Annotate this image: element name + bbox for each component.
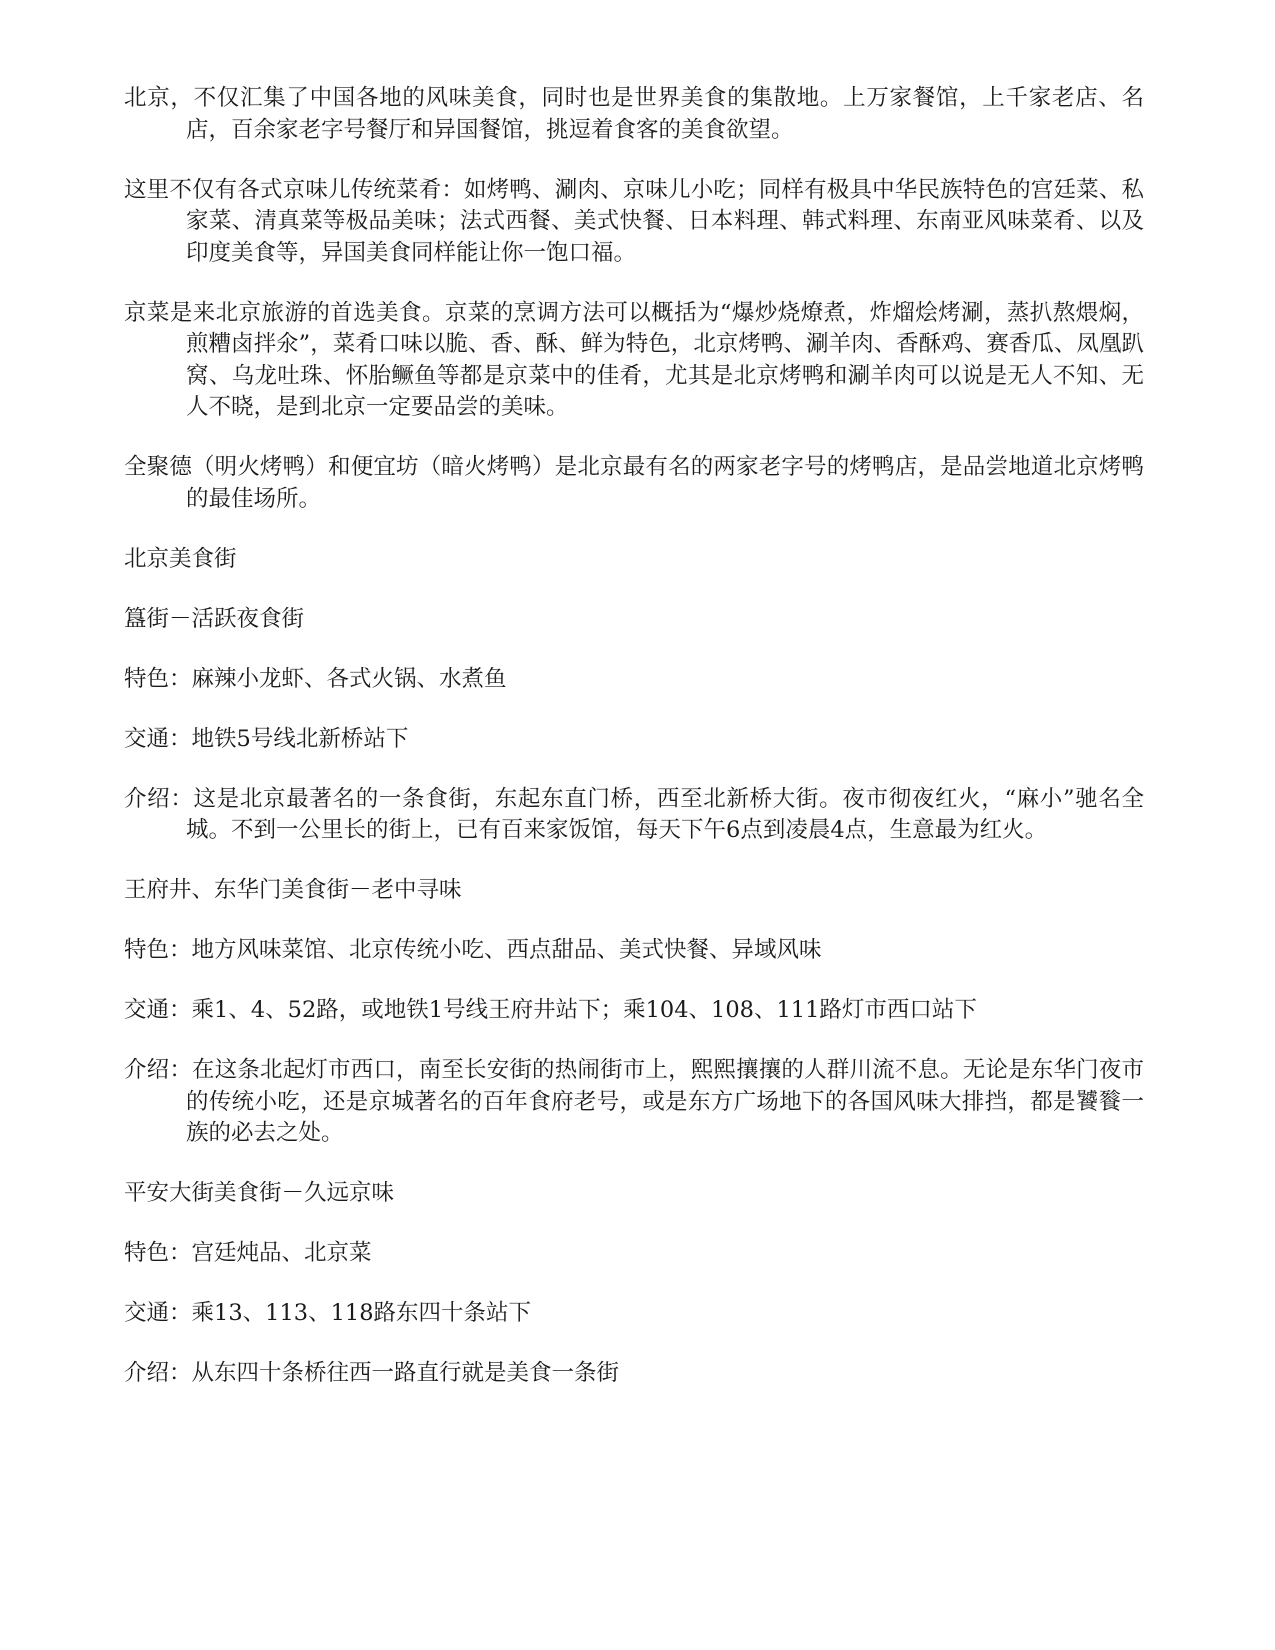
wangfujing-heading: 王府井、东华门美食街－老中寻味	[124, 877, 462, 903]
wangfujing-features: 特色：地方风味菜馆、北京传统小吃、西点甜品、美式快餐、异域风味	[124, 937, 822, 963]
guijie-features: 特色：麻辣小龙虾、各式火锅、水煮鱼	[124, 665, 507, 692]
roast-duck-paragraph: 全聚德（明火烤鸭）和便宜坊（暗火烤鸭）是北京最有名的两家老字号的烤鸭店，是品尝地道北京烤鸭的最佳场所。	[124, 454, 1144, 512]
guijie-description: 介绍：这是北京最著名的一条食街，东起东直门桥，西至北新桥大街。夜市彻夜红火，“麻小”驰名全城。不到一公里长的街上，已有百来家饭馆，每天下午6点到凌晨4点，生意最为红火。	[124, 785, 1144, 843]
guijie-transport: 交通：地铁5号线北新桥站下	[124, 725, 409, 752]
guijie-heading: 簋街－活跃夜食街	[124, 605, 305, 632]
intro-paragraph: 北京，不仅汇集了中国各地的风味美食，同时也是世界美食的集散地。上万家餐馆，上千家老店、名店，百余家老字号餐厅和异国餐馆，挑逗着食客的美食欲望。	[124, 85, 1144, 143]
pingan-transport: 交通：乘13、113、118路东四十条站下	[124, 1300, 532, 1326]
pingan-heading: 平安大街美食街－久远京味	[124, 1180, 395, 1206]
wangfujing-transport: 交通：乘1、4、52路，或地铁1号线王府井站下；乘104、108、111路灯市西口站下	[124, 997, 977, 1023]
pingan-features: 特色：宫廷炖品、北京菜	[124, 1240, 372, 1266]
cuisine-variety-paragraph: 这里不仅有各式京味儿传统菜肴：如烤鸭、涮肉、京味儿小吃；同样有极具中华民族特色的宫廷菜、私家菜、清真菜等极品美味；法式西餐、美式快餐、日本料理、韩式料理、东南亚风味菜肴、以及印度美食等，异国美食同样能让你一饱口福。	[124, 176, 1144, 266]
pingan-description: 介绍：从东四十条桥往西一路直行就是美食一条街	[124, 1360, 620, 1386]
document-page	[124, 83, 1144, 1418]
food-streets-heading: 北京美食街	[124, 545, 237, 572]
wangfujing-description: 介绍：在这条北起灯市西口，南至长安街的热闹街市上，熙熙攘攘的人群川流不息。无论是东华门夜市的传统小吃，还是京城著名的百年食府老号，或是东方广场地下的各国风味大排挡，都是饕餮一族的必去之处。	[124, 1057, 1144, 1146]
beijing-cuisine-paragraph: 京菜是来北京旅游的首选美食。京菜的烹调方法可以概括为“爆炒烧燎煮，炸熘烩烤涮，蒸扒熬煨焖，煎糟卤拌氽”，菜肴口味以脆、香、酥、鲜为特色，北京烤鸭、涮羊肉、香酥鸡、赛香瓜、凤凰趴窝、乌龙吐珠、怀胎鳜鱼等都是京菜中的佳肴，尤其是北京烤鸭和涮羊肉可以说是无人不知、无人不晓，是到北京一定要品尝的美味。	[124, 299, 1144, 420]
